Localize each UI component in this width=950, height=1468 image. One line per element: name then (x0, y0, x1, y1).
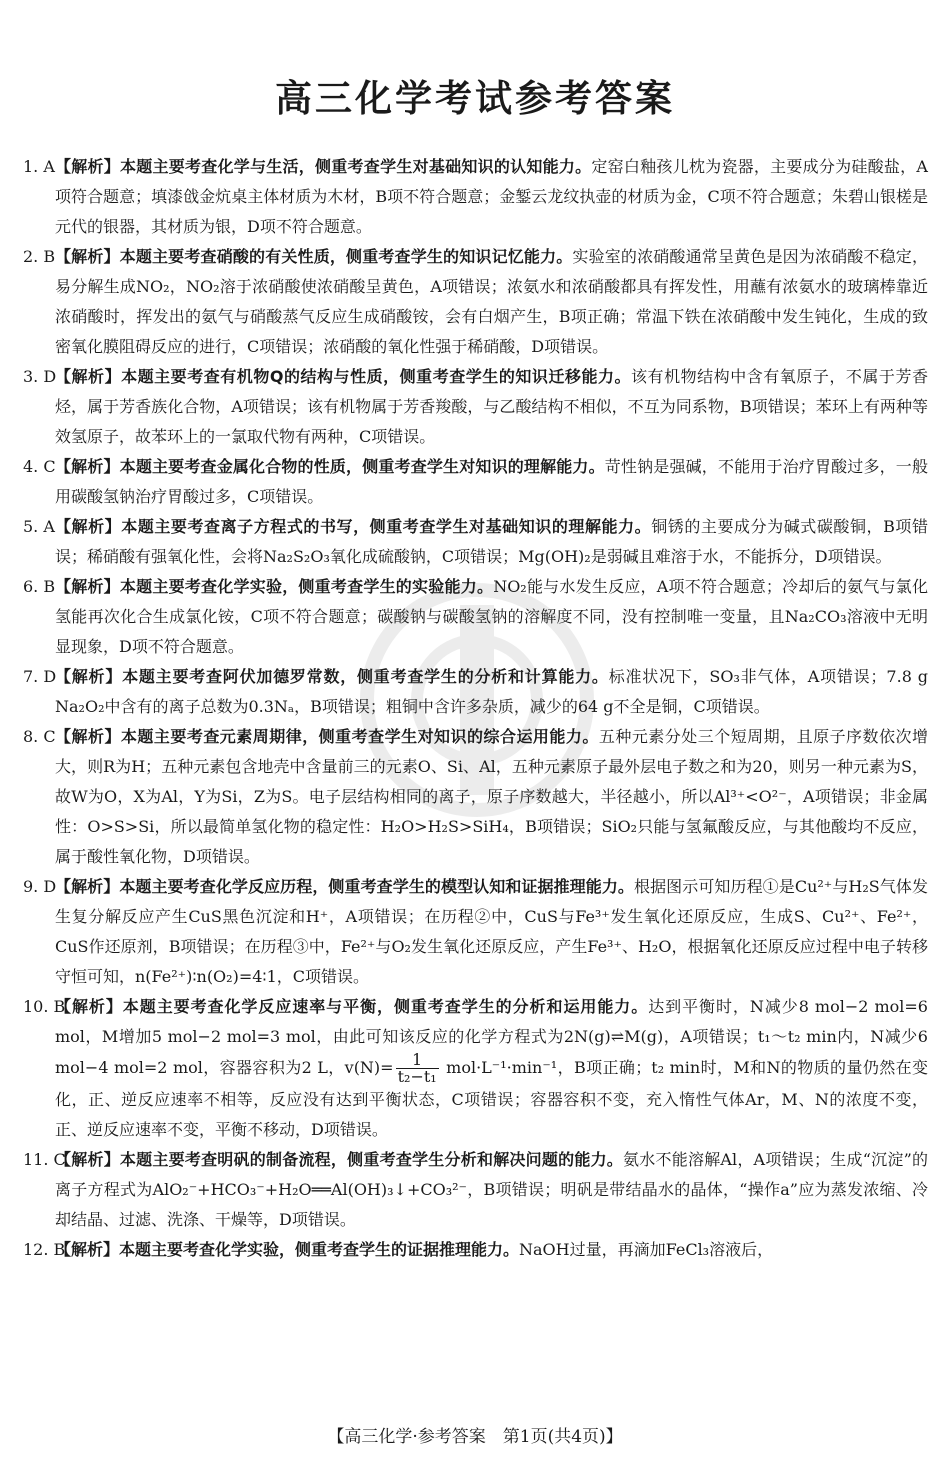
answer-item-8 (23, 722, 928, 872)
analysis-text: 该有机物结构中含有氧原子，不属于芳香烃，属于芳香族化合物，A项错误；该有机物属于芳香羧酸，与乙酸结构不相似，不互为同系物，B项错误；苯环上有两种等效氢原子，故苯环上的一氯取代物有两种，C项错误。 (55, 367, 928, 446)
analysis-heading: 【解析】本题主要考查有机物Q的结构与性质，侧重考查学生的知识迁移能力。 (55, 367, 632, 386)
analysis-heading: 【解析】本题主要考查明矾的制备流程，侧重考查学生分析和解决问题的能力。 (55, 1150, 624, 1169)
analysis-text: 根据图示可知历程①是Cu²⁺与H₂S气体发生复分解反应产生CuS黑色沉淀和H⁺，A项错误；在历程②中，CuS与Fe³⁺发生氧化还原反应，生成S、Cu²⁺、Fe²⁺，CuS作还原剂，B项错误；在历程③中，Fe²⁺与O₂发生氧化还原反应，产生Fe³⁺、H₂O，根据氧化还原反应过程中电子转移守恒可知，n(Fe²⁺)∶n(O₂)=4∶1，C项错误。 (55, 877, 928, 986)
analysis-text: 苛性钠是强碱，不能用于治疗胃酸过多，一般用碳酸氢钠治疗胃酸过多，C项错误。 (55, 457, 928, 506)
rate-fraction (396, 1052, 439, 1085)
answer-item-1 (23, 152, 928, 242)
analysis-heading: 【解析】本题主要考查化学反应历程，侧重考查学生的模型认知和证据推理能力。 (55, 877, 634, 896)
analysis-heading: 【解析】本题主要考查化学反应速率与平衡，侧重考查学生的分析和运用能力。 (55, 997, 649, 1016)
answer-item-6 (23, 572, 928, 662)
answer-number: 4. C (23, 457, 56, 476)
answer-number: 12. B (23, 1240, 66, 1259)
fraction-denominator: t₂−t₁ (397, 1067, 437, 1086)
analysis-text: 铜锈的主要成分为碱式碳酸铜，B项错误；稀硝酸有强氧化性，会将Na₂S₂O₃氧化成硫酸钠，C项错误；Mg(OH)₂是弱碱且难溶于水，不能拆分，D项错误。 (55, 517, 928, 566)
analysis-text: 五种元素分处三个短周期，且原子序数依次增大，则R为H；五种元素包含地壳中含量前三的元素O、Si、Al，五种元素原子最外层电子数之和为20，则另一种元素为S，故W为O，X为Al，Y为Si，Z为S。电子层结构相同的离子，原子序数越大，半径越小，所以Al³⁺<O²⁻，A项错误；非金属性：O>S>Si，所以最简单氢化物的稳定性：H₂O>H₂S>SiH₄，B项错误；SiO₂只能与氢氟酸反应，与其他酸均不反应，属于酸性氧化物，D项错误。 (55, 727, 928, 866)
answer-number: 3. D (23, 367, 57, 386)
analysis-text: NaOH过量，再滴加FeCl₃溶液后， (519, 1240, 774, 1259)
analysis-text: 氨水不能溶解Al，A项错误；生成“沉淀”的离子方程式为AlO₂⁻+HCO₃⁻+H₂O══Al(OH)₃↓+CO₃²⁻，B项错误；明矾是带结晶水的晶体，“操作a”应为蒸发浓缩、冷却结晶、过滤、洗涤、干燥等，D项错误。 (55, 1150, 928, 1229)
analysis-heading: 【解析】本题主要考查化学实验，侧重考查学生的证据推理能力。 (55, 1240, 520, 1259)
answer-list (23, 152, 928, 1265)
answer-number: 7. D (23, 667, 57, 686)
analysis-heading: 【解析】本题主要考查化学与生活，侧重考查学生对基础知识的认知能力。 (55, 157, 592, 176)
answer-item-11 (23, 1145, 928, 1235)
analysis-heading: 【解析】本题主要考查阿伏加德罗常数，侧重考查学生的分析和计算能力。 (55, 667, 609, 686)
fraction-numerator: 1 (396, 1052, 439, 1069)
analysis-text: 达到平衡时，N减少8 mol−2 mol=6 mol，M增加5 mol−2 mol=3 mol，由此可知该反应的化学方程式为2N(g)⇌M(g)，A项错误；t₁～t₂ min内，N减少6 mol−4 mol=2 mol，容器容积为2 L，v(N)= (55, 997, 928, 1077)
analysis-text: NO₂能与水发生反应，A项不符合题意；冷却后的氨气与氯化氢能再次化合生成氯化铵，C项不符合题意；碳酸钠与碳酸氢钠的溶解度不同，没有控制唯一变量，且Na₂CO₃溶液中无明显现象，D项不符合题意。 (55, 577, 928, 656)
analysis-heading: 【解析】本题主要考查元素周期律，侧重考查学生对知识的综合运用能力。 (55, 727, 599, 746)
answer-item-10 (23, 992, 928, 1145)
page-footer: 【高三化学·参考答案 第1页(共4页)】 (327, 1427, 623, 1447)
answer-number: 8. C (23, 727, 56, 746)
answer-item-9 (23, 872, 928, 992)
analysis-heading: 【解析】本题主要考查硝酸的有关性质，侧重考查学生的知识记忆能力。 (55, 247, 573, 266)
answer-number: 11. C (23, 1150, 66, 1169)
answer-item-7 (23, 662, 928, 722)
answer-item-2 (23, 242, 928, 362)
answer-number: 2. B (23, 247, 56, 266)
analysis-heading: 【解析】本题主要考查离子方程式的书写，侧重考查学生对基础知识的理解能力。 (55, 517, 652, 536)
answer-item-5 (23, 512, 928, 572)
analysis-text: 实验室的浓硝酸通常呈黄色是因为浓硝酸不稳定，易分解生成NO₂，NO₂溶于浓硝酸使浓硝酸呈黄色，A项错误；浓氨水和浓硝酸都具有挥发性，用蘸有浓氨水的玻璃棒靠近浓硝酸时，挥发出的氨气与硝酸蒸气反应生成硝酸铵，会有白烟产生，B项正确；常温下铁在浓硝酸中发生钝化，生成的致密氧化膜阻碍反应的进行，C项错误；浓硝酸的氧化性强于稀硝酸，D项错误。 (55, 247, 928, 356)
analysis-heading: 【解析】本题主要考查化学实验，侧重考查学生的实验能力。 (55, 577, 494, 596)
answer-item-4 (23, 452, 928, 512)
answer-number: 6. B (23, 577, 56, 596)
analysis-heading: 【解析】本题主要考查金属化合物的性质，侧重考查学生对知识的理解能力。 (55, 457, 605, 476)
answer-number: 5. A (23, 517, 55, 536)
analysis-text: 标准状况下，SO₃非气体，A项错误；7.8 g Na₂O₂中含有的离子总数为0.3Nₐ，B项错误；粗铜中含许多杂质，减少的64 g不全是铜，C项错误。 (55, 667, 928, 716)
analysis-text-cont: mol·L⁻¹·min⁻¹，B项正确；t₂ min时，M和N的物质的量仍然在变化，正、逆反应速率不相等，反应没有达到平衡状态，C项错误；容器容积不变，充入惰性气体Ar，M、N的浓度不变，正、逆反应速率不变，平衡不移动，D项错误。 (55, 1058, 928, 1139)
answer-number: 9. D (23, 877, 57, 896)
answer-number: 10. B (23, 997, 66, 1016)
answer-item-3 (23, 362, 928, 452)
answer-number: 1. A (23, 157, 55, 176)
answer-item-12 (23, 1235, 928, 1265)
analysis-text: 定窑白釉孩儿枕为瓷器，主要成分为硅酸盐，A项符合题意；填漆戗金炕桌主体材质为木材，B项不符合题意；金錾云龙纹执壶的材质为金，C项不符合题意；朱碧山银槎是元代的银器，其材质为银，D项不符合题意。 (55, 157, 928, 236)
page-title: 高三化学考试参考答案 (275, 77, 675, 120)
